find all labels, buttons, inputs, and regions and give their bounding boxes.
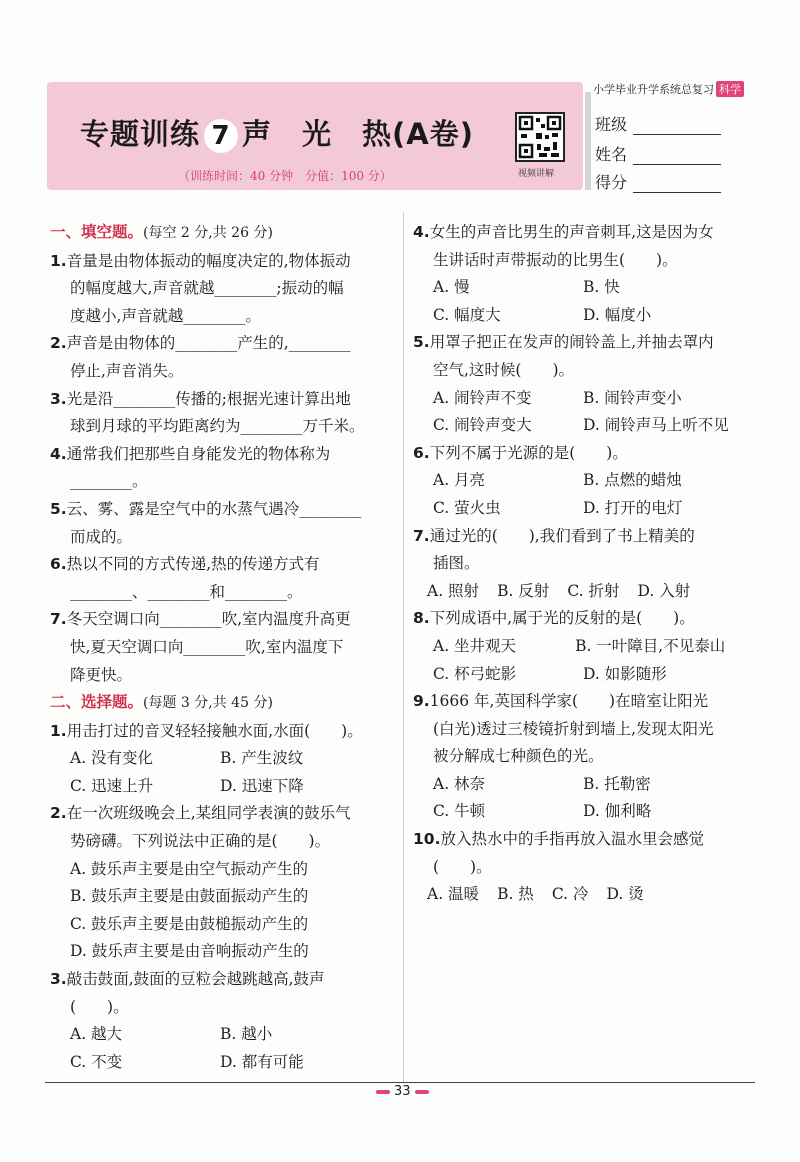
fill-question-4 [50,441,386,496]
option-c[interactable]: C. 闹铃声变大 [433,416,532,435]
option-b[interactable]: B. 热 [497,885,534,904]
q-line: 放入热水中的手指再放入温水里会感觉 [440,830,704,849]
option-d[interactable]: D. 如影随形 [583,664,667,683]
option-b[interactable]: B. 产生波纹 [220,749,304,768]
option-d[interactable]: D. 都有可能 [220,1052,304,1071]
qr-code-icon[interactable] [515,112,565,162]
q-line: 球到月球的平均距离约为________万千米。 [70,417,365,436]
fill-question-5 [50,496,386,551]
q-line: 而成的。 [70,527,133,546]
page-number-text: 33 [394,1084,411,1099]
q-line: 通常我们把那些自身能发光的物体称为 [66,444,331,463]
right-column [413,219,755,909]
fill-question-7 [50,606,386,689]
q-line: 的幅度越大,声音就越________;振动的幅 [70,279,344,298]
q-number: 6. [413,443,430,462]
q-line: 度越小,声音就越________。 [70,306,261,325]
class-field[interactable] [595,112,721,135]
training-info: （训练时间：40 分钟 分值：100 分） [178,169,392,183]
q-line: 生讲话时声带振动的比男生( )。 [433,250,678,269]
option-a[interactable]: A. 慢 [433,278,470,297]
q-number: 5. [50,499,67,518]
option-a[interactable]: A. 林奈 [433,774,486,793]
q-number: 7. [50,610,67,629]
dash-right-icon [415,1090,429,1094]
q-line: 1666 年,英国科学家( )在暗室让阳光 [429,692,709,711]
q-number: 5. [413,333,430,352]
q-line: 空气,这时候( )。 [433,360,575,379]
q-line: 停止,声音消失。 [70,361,184,380]
option-a[interactable]: A. 越大 [70,1025,123,1044]
section-fill-in [50,219,386,248]
q-line: 快,夏天空调口向________吹,室内温度下 [70,637,344,656]
choice-question-8 [413,605,755,688]
field-side-bar [585,92,591,190]
score-line[interactable] [633,178,721,193]
q-line: 被分解成七种颜色的光。 [433,747,604,766]
fill-question-1 [50,248,386,331]
option-b[interactable]: B. 快 [583,278,620,297]
option-d[interactable]: D. 伽利略 [583,802,652,821]
option-b[interactable]: B. 点燃的蜡烛 [583,471,682,490]
q-number: 1. [50,721,67,740]
q-line: 通过光的( ),我们看到了书上精美的 [429,526,695,545]
choice-question-7 [413,523,755,606]
option-d[interactable]: D. 烫 [606,885,644,904]
option-b[interactable]: B. 一叶障目,不见泰山 [575,636,726,655]
option-c[interactable]: C. 迅速上升 [70,776,154,795]
option-d[interactable]: D. 闹铃声马上听不见 [583,416,729,435]
score-label: 得分 [595,173,628,192]
option-d[interactable]: D. 打开的电灯 [583,498,683,517]
choice-question-6 [413,440,755,523]
q-line: 用击打过的音叉轻轻接触水面,水面( )。 [66,721,363,740]
section-choice [50,689,386,718]
option-d[interactable]: D. 迅速下降 [220,776,304,795]
title-prefix: 专题训练 [80,117,201,151]
option-d[interactable]: D. 鼓乐声主要是由音响振动产生的 [70,942,309,961]
title-main: 声 光 热(A卷) [242,117,474,151]
q-number: 10. [413,830,441,849]
qr-label: 视频讲解 [518,169,555,179]
q-number: 4. [50,444,67,463]
section-title: 一、填空题。 [50,223,144,241]
q-line: 光是沿________传播的;根据光速计算出地 [66,389,351,408]
page-title [80,112,474,153]
class-label: 班级 [595,115,628,134]
choice-question-10 [413,826,755,909]
subject-badge: 科学 [716,81,744,97]
section-title: 二、选择题。 [50,693,144,712]
left-column [50,219,386,1076]
q-line: 女生的声音比男生的声音刺耳,这是因为女 [429,223,714,241]
q-line: 热以不同的方式传递,热的传递方式有 [66,555,320,574]
q-number: 2. [50,804,67,823]
fill-question-3 [50,386,386,441]
fill-question-2 [50,330,386,385]
score-field[interactable] [595,170,721,193]
option-a[interactable]: A. 鼓乐声主要是由空气振动产生的 [70,859,309,878]
section-note: (每题 3 分,共 45 分) [143,695,273,712]
option-c[interactable]: C. 冷 [551,885,589,904]
option-b[interactable]: B. 闹铃声变小 [583,388,682,407]
q-line: 音量是由物体振动的幅度决定的,物体振动 [66,251,351,270]
class-line[interactable] [633,120,721,135]
option-a[interactable]: A. 月亮 [433,471,486,490]
option-b[interactable]: B. 反射 [497,581,550,600]
q-number: 2. [50,334,67,353]
option-c[interactable]: C. 杯弓蛇影 [433,664,517,683]
q-line: 敲击鼓面,鼓面的豆粒会越跳越高,鼓声 [66,970,325,989]
choice-question-9 [413,688,755,826]
q-line: 降更快。 [70,665,133,684]
q-number: 6. [50,555,67,574]
q-line: 冬天空调口向________吹,室内温度升高更 [66,610,351,629]
q-line: ________、________和________。 [70,582,303,601]
section-note: (每空 2 分,共 26 分) [143,225,273,241]
q-number: 1. [50,251,67,270]
q-line: 用罩子把正在发声的闹铃盖上,并抽去罩内 [429,333,714,352]
choice-question-2 [50,800,386,966]
name-label: 姓名 [595,145,628,164]
series-text: 小学毕业升学系统总复习 [593,83,714,96]
q-line: ( )。 [433,857,492,876]
option-b[interactable]: B. 越小 [220,1025,273,1044]
q-line: ( )。 [70,997,129,1016]
name-field[interactable] [595,142,721,165]
choice-question-5 [413,329,755,439]
q-number: 8. [413,609,430,628]
option-d[interactable]: D. 幅度小 [583,305,652,324]
option-c[interactable]: C. 鼓乐声主要是由鼓槌振动产生的 [70,914,309,933]
q-number: 3. [50,970,67,989]
q-line: 声音是由物体的________产生的,________ [66,334,351,353]
fill-question-6 [50,551,386,606]
option-c[interactable]: C. 折射 [567,581,620,600]
option-c[interactable]: C. 幅度大 [433,305,501,324]
dash-left-icon [376,1090,390,1094]
name-line[interactable] [633,150,721,165]
option-d[interactable]: D. 入射 [637,581,691,600]
option-a[interactable]: A. 坐井观天 [433,636,517,655]
q-line: 插图。 [433,554,480,573]
choice-question-4 [413,219,755,329]
q-line: 云、雾、露是空气中的水蒸气遇冷________ [66,499,362,518]
q-number: 9. [413,692,430,711]
q-number: 3. [50,389,67,408]
q-line: 在一次班级晚会上,某组同学表演的鼓乐气 [66,804,351,823]
q-line: 下列不属于光源的是( )。 [429,443,628,462]
option-a[interactable]: A. 闹铃声不变 [433,388,532,407]
q-line: 势磅礴。下列说法中正确的是( )。 [70,832,331,851]
option-c[interactable]: C. 不变 [70,1052,123,1071]
option-a[interactable]: A. 温暖 [427,885,480,904]
q-line: 下列成语中,属于光的反射的是( )。 [429,609,695,628]
series-label [593,81,744,97]
q-number: 7. [413,526,430,545]
option-a[interactable]: A. 照射 [427,581,480,600]
choice-question-3 [50,966,386,1076]
option-c[interactable]: C. 牛顿 [433,802,486,821]
footer-line [45,1082,755,1083]
title-number: 7 [204,119,238,153]
page-number [372,1084,433,1099]
q-number: 4. [413,223,430,241]
choice-question-1 [50,718,386,801]
option-b[interactable]: B. 托勒密 [583,774,651,793]
q-line: ________。 [70,472,148,491]
option-b[interactable]: B. 鼓乐声主要是由鼓面振动产生的 [70,887,309,906]
q-line: (白光)透过三棱镜折射到墙上,发现太阳光 [433,719,714,738]
option-c[interactable]: C. 萤火虫 [433,498,501,517]
column-divider [403,212,404,1082]
option-a[interactable]: A. 没有变化 [70,749,154,768]
